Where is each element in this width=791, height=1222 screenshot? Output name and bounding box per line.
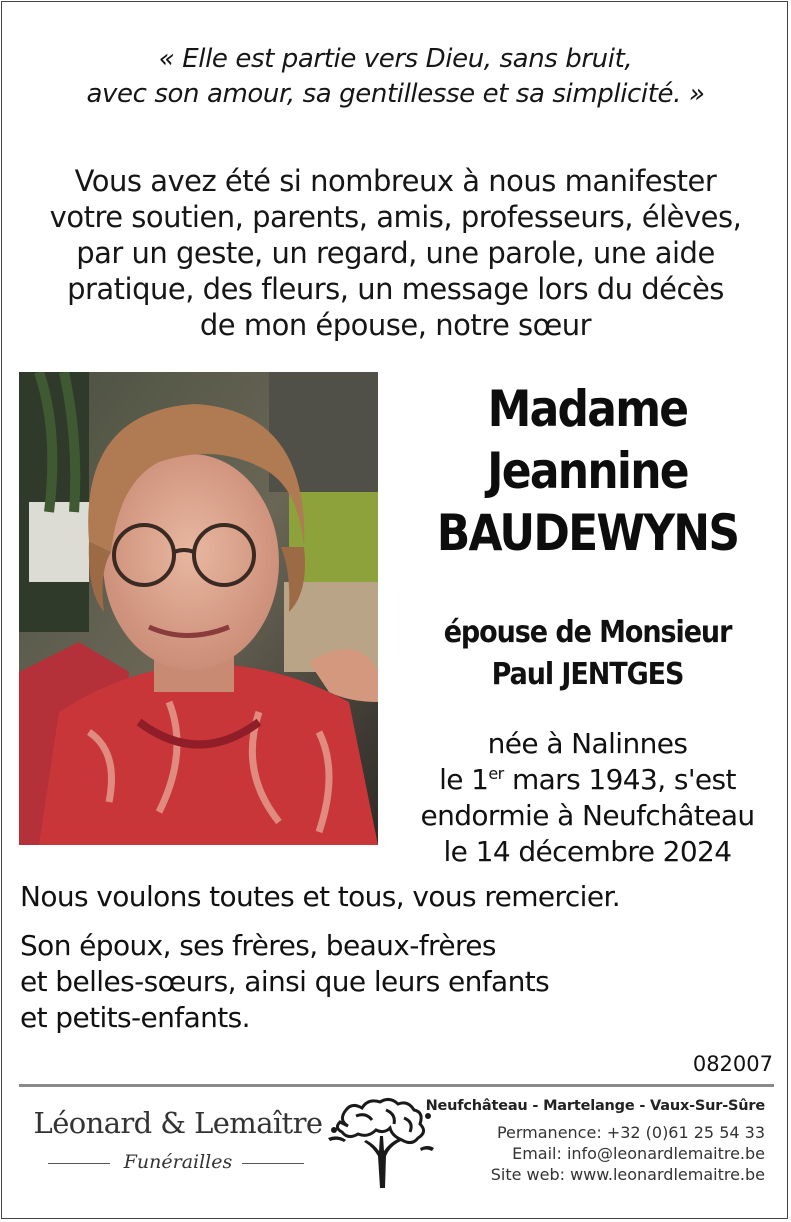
tree-icon (328, 1096, 436, 1190)
funeral-home-logo (28, 1103, 328, 1177)
death-place: endormie à Neufchâteau (420, 799, 755, 832)
brand-subtitle: Funérailles (28, 1147, 328, 1177)
spouse-info (395, 612, 780, 696)
birth-date (395, 762, 780, 798)
family-signature (20, 928, 549, 1036)
intro-line: par un geste, un regard, une parole, une aide (76, 236, 715, 270)
spouse-name: Paul JENTGES (491, 657, 684, 692)
first-name: Jeannine (487, 442, 688, 500)
footer-divider (19, 1084, 774, 1087)
email: Email: info@leonardlemaitre.be (512, 1144, 765, 1163)
spouse-line: épouse de Monsieur (443, 615, 732, 650)
website: Site web: www.leonardlemaitre.be (490, 1165, 765, 1184)
quote-line: « Elle est partie vers Dieu, sans bruit, (158, 44, 633, 74)
birth-death-info (395, 726, 780, 870)
intro-line: de mon épouse, notre sœur (199, 308, 592, 342)
deceased-name (395, 378, 780, 564)
birth-date-day: le 1 (439, 763, 489, 796)
birth-place: née à Nalinnes (487, 727, 688, 760)
reference-number: 082007 (692, 1052, 773, 1076)
contact-block (426, 1096, 765, 1185)
intro-line: Vous avez été si nombreux à nous manifester (74, 164, 717, 198)
intro-paragraph (0, 163, 791, 343)
locations: Neufchâteau - Martelange - Vaux-Sur-Sûre (425, 1098, 765, 1114)
epigraph-quote (0, 42, 791, 112)
ordinal-suffix: er (488, 764, 504, 783)
portrait-photo (19, 372, 378, 845)
birth-date-rest: mars 1943, s'est (503, 763, 736, 796)
family-line: Son époux, ses frères, beaux-frères (20, 929, 496, 962)
family-line: et belles-sœurs, ainsi que leurs enfants (20, 965, 550, 998)
thanks-text: Nous voulons toutes et tous, vous remercier. (20, 880, 621, 913)
death-date: le 14 décembre 2024 (443, 835, 732, 868)
intro-line: votre soutien, parents, amis, professeurs, élèves, (49, 200, 742, 234)
last-name: BAUDEWYNS (436, 504, 739, 562)
phone: Permanence: +32 (0)61 25 54 33 (496, 1123, 765, 1142)
quote-line: avec son amour, sa gentillesse et sa simplicité. » (86, 79, 705, 109)
intro-line: pratique, des fleurs, un message lors du décès (67, 272, 724, 306)
brand-name: Léonard & Lemaître (33, 1106, 323, 1140)
family-line: et petits-enfants. (20, 1001, 250, 1034)
name-title: Madame (487, 380, 688, 438)
